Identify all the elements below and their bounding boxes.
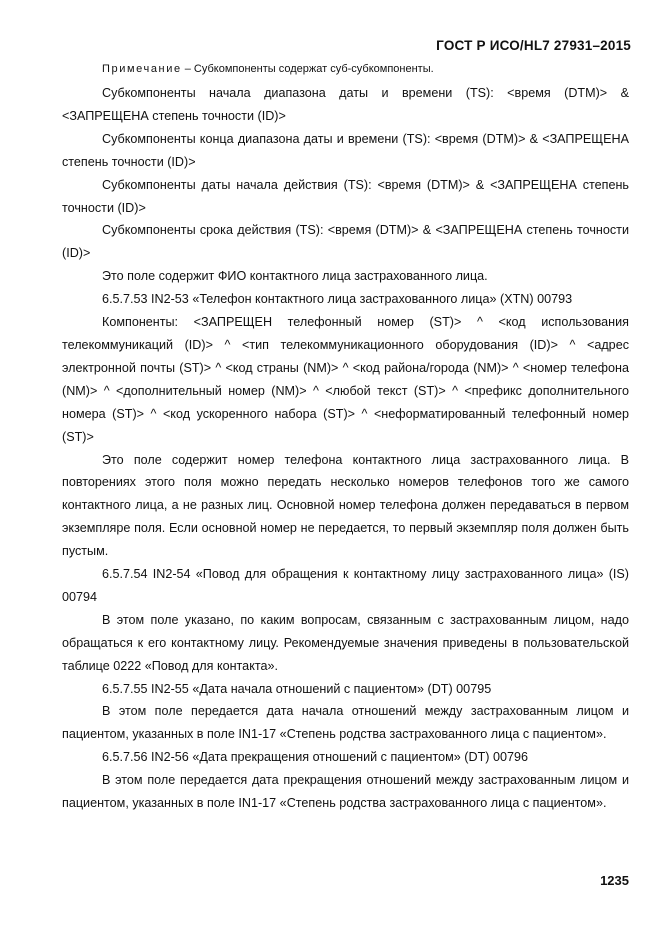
document-body (62, 62, 629, 815)
paragraph-end-range: Субкомпоненты конца диапазона даты и времени (TS): <время (DTM)> & <ЗАПРЕЩЕНА степень точности (ID)> (62, 131, 629, 169)
paragraph-expiration: Субкомпоненты срока действия (TS): <время (DTM)> & <ЗАПРЕЩЕНА степень точности (ID)> (62, 223, 629, 261)
page-number: 1235 (600, 873, 629, 888)
paragraph-contact-name: Это поле содержит ФИО контактного лица застрахованного лица. (102, 269, 488, 284)
paragraph-phone-description: Это поле содержит номер телефона контактного лица застрахованного лица. В повторениях этого поля можно передать несколько номеров телефонов того же самого контактного лица, а не разных лиц. Основной номер телефона должен передаваться в первом экземпляре поля. Если основной номер не передается, то первый экземпляр поля должен быть пустым. (62, 452, 629, 559)
section-heading-in2-54: 6.5.7.54 IN2-54 «Повод для обращения к контактному лицу застрахованного лица» (IS) 00794 (62, 567, 629, 604)
paragraph-components: Компоненты: <ЗАПРЕЩЕН телефонный номер (ST)> ^ <код использования телекоммуникаций (ID)> ^ <тип телекоммуникационного оборудования (ID)> ^ <адрес электронной почты (ST)> ^ <код страны (NM)> ^ <код района/города (NM)> ^ <номер телефона (NM)> ^ <дополнительный номер (NM)> ^ <любой текст (ST)> ^ <префикс дополнительного номера (ST)> ^ <код ускоренного набора (ST)> ^ <неформатированный телефонный номер (ST)> (62, 315, 629, 444)
section-heading-in2-56: 6.5.7.56 IN2-56 «Дата прекращения отношений с пациентом» (DT) 00796 (102, 750, 528, 765)
section-heading-in2-55: 6.5.7.55 IN2-55 «Дата начала отношений с пациентом» (DT) 00795 (102, 681, 492, 696)
paragraph-start-range: Субкомпоненты начала диапазона даты и времени (TS): <время (DTM)> & <ЗАПРЕЩЕНА степень точности (ID)> (62, 86, 629, 123)
section-heading-in2-53: 6.5.7.53 IN2-53 «Телефон контактного лица застрахованного лица» (XTN) 00793 (102, 292, 573, 307)
paragraph-contact-reason: В этом поле указано, по каким вопросам, связанным с застрахованным лицом, надо обращаться к его контактному лицу. Рекомендуемые значения приведены в пользовательской таблице 0222 «Повод для контакта». (62, 612, 629, 673)
paragraph-relationship-start: В этом поле передается дата начала отношений между застрахованным лицом и пациентом, указанных в поле IN1-17 «Степень родства застрахованного лица с пациентом». (62, 704, 629, 742)
document-header: ГОСТ Р ИСО/HL7 27931–2015 (436, 38, 631, 53)
note (62, 62, 629, 76)
paragraph-effective-date: Субкомпоненты даты начала действия (TS): <время (DTM)> & <ЗАПРЕЩЕНА степень точности (ID)> (62, 177, 629, 215)
paragraph-relationship-end: В этом поле передается дата прекращения отношений между застрахованным лицом и пациентом, указанных в поле IN1-17 «Степень родства застрахованного лица с пациентом». (62, 773, 629, 811)
note-label: Примечание (102, 63, 182, 75)
note-text: – Субкомпоненты содержат суб-субкомпоненты. (181, 63, 434, 75)
